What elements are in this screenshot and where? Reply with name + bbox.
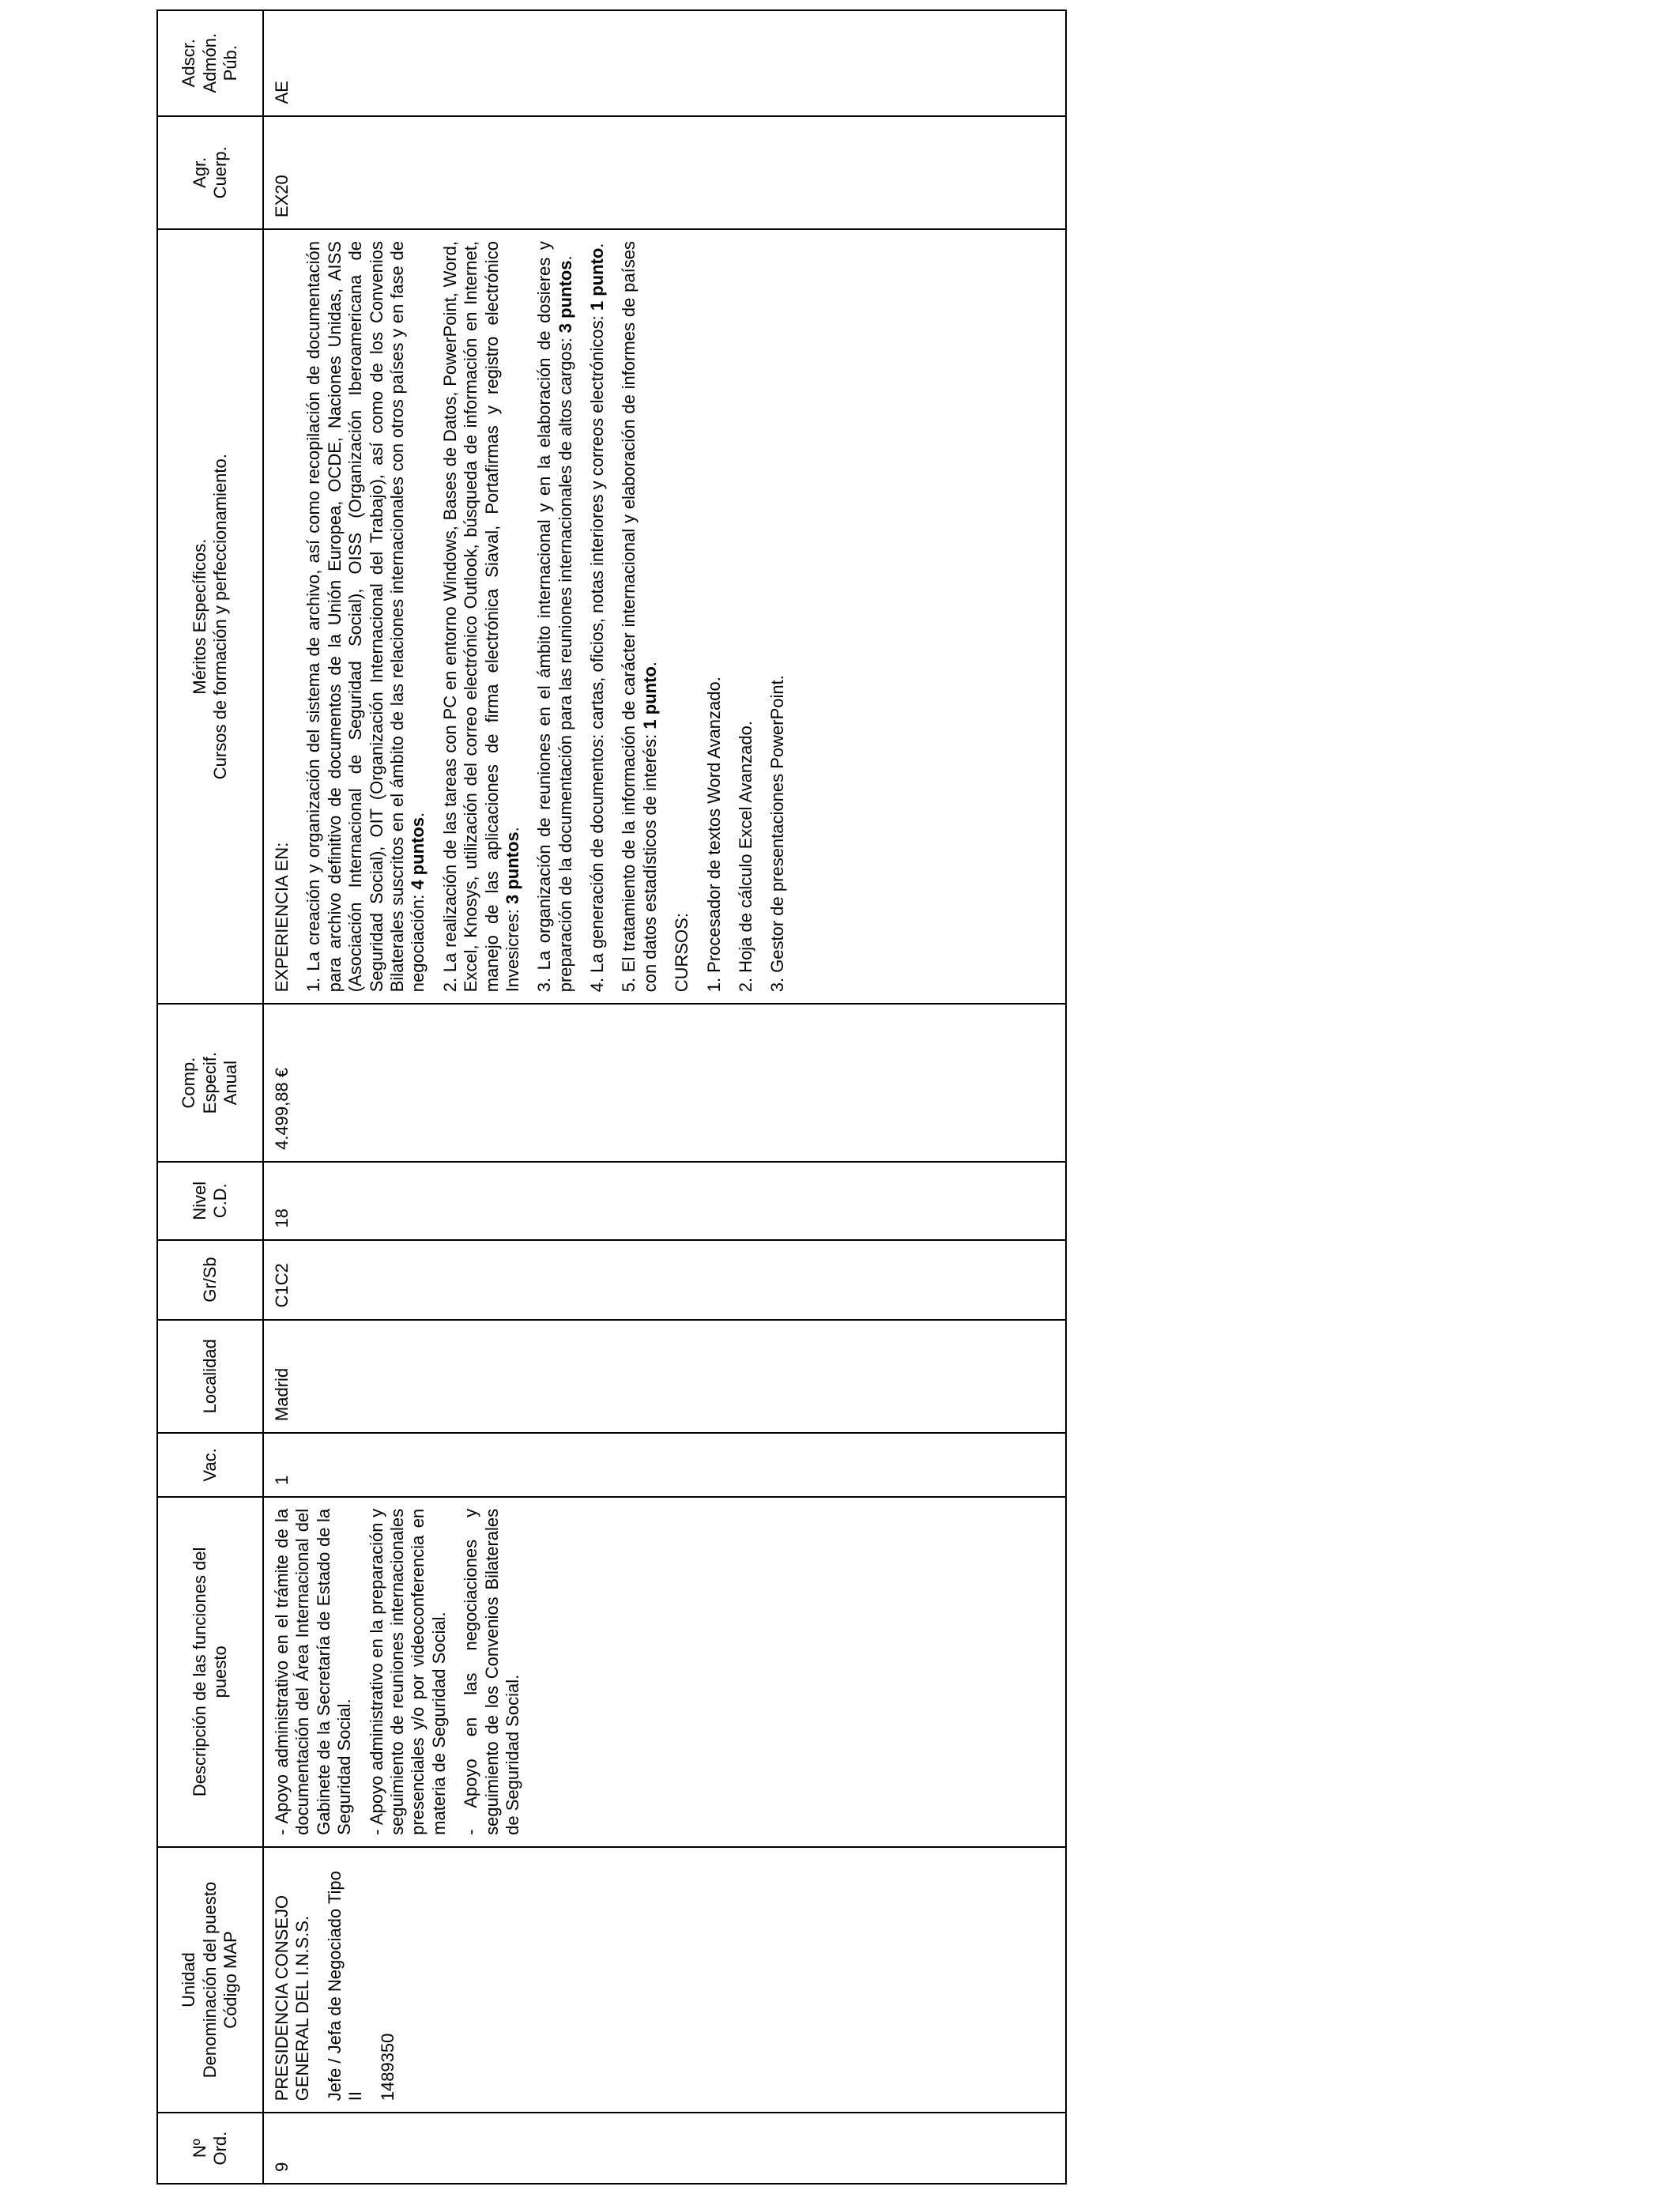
unidad-name: PRESIDENCIA CONSEJO GENERAL DEL I.N.S.S. [272,1894,313,2102]
cell-ord: 9 [263,2113,1066,2184]
cell-meritos [263,229,1066,1004]
header-ord: Nº Ord. [157,2113,263,2184]
header-grsb: Gr/Sb [157,1240,263,1320]
curso-item: 3. Gestor de presentaciones PowerPoint. [767,675,788,993]
curso-item: 2. Hoja de cálculo Excel Avanzado. [736,721,756,993]
header-comp: Comp. Especif. Anual [157,1004,263,1162]
cell-unidad [263,1847,1066,2113]
rotated-table-wrapper [156,9,1067,2185]
cell-localidad: Madrid [263,1320,1066,1434]
cell-comp: 4.499,88 € [263,1004,1066,1162]
header-localidad: Localidad [157,1320,263,1434]
merito-item: 5. El tratamiento de la información de carácter internacional y elaboración de informes de países con datos estadísticos de interés: 1 punto. [619,241,660,993]
table-row [263,10,1066,2184]
funcion-item: - Apoyo en las negociaciones y seguimiento de los Convenios Bilaterales de Seguridad Social. [461,1508,522,1835]
cell-funciones [263,1497,1066,1847]
header-descripcion: Descripción de las funciones del puesto [157,1497,263,1847]
header-vac: Vac. [157,1433,263,1497]
funcion-item: - Apoyo administrativo en el trámite de la documentación del Área Internacional del Gabinete de la Secretaría de Estado de la Seguridad Social. [272,1508,355,1835]
cell-nivel: 18 [263,1162,1066,1240]
merito-item: 4. La generación de documentos: cartas, oficios, notas interiores y correos electrónicos: 1 punto. [587,243,608,993]
header-adscr: Adscr. Admón. Púb. [157,10,263,116]
merito-item: 2. La realización de las tareas con PC en entorno Windows, Bases de Datos, PowerPoint, Word, Excel, Knosys, utilización del correo electrónico Outlook, búsqueda de información en Internet, manejo de las aplicaciones de firma electrónica Siaval, Portafirmas y registro electrónico Invesicres: 3 puntos. [439,241,522,993]
experiencia-title: EXPERIENCIA EN: [272,842,292,993]
funcion-item: - Apoyo administrativo en la preparación y seguimiento de reuniones internacionales presenciales y/o por videoconferencia en materia de Seguridad Social. [366,1508,449,1835]
cursos-title: CURSOS: [672,913,692,993]
job-table [156,9,1067,2185]
curso-item: 1. Procesador de textos Word Avanzado. [703,677,724,993]
cell-grsb: C1C2 [263,1240,1066,1320]
cell-vac: 1 [263,1433,1066,1497]
codigo-map: 1489350 [377,2033,397,2102]
puesto-name: Jefe / Jefa de Negociado Tipo II [324,1871,366,2102]
header-meritos: Méritos Específicos. Cursos de formación y perfeccionamiento. [157,229,263,1004]
header-row [157,10,263,2184]
header-agr: Agr. Cuerp. [157,116,263,230]
merito-item: 3. La organización de reuniones en el ámbito internacional y en la elaboración de dosieres y preparación de la documentación para las reuniones internacionales de altos cargos: 3 puntos. [534,241,575,993]
merito-item: 1. La creación y organización del sistema de archivo, así como recopilación de documentación para archivo definitivo de documentos de la Unión Europea, OCDE, Naciones Unidas, AISS (Asociación Internacional de Seguridad Social), OISS (Organización Iberoamericana de Seguridad Social), OIT (Organización Internacional del Trabajo), así como de los Convenios Bilaterales suscritos en el ámbito de las relaciones internacionales con otros países y en fase de negociación: 4 puntos. [303,241,428,993]
header-nivel: Nivel C.D. [157,1162,263,1240]
header-unidad: Unidad Denominación del puesto Código MAP [157,1847,263,2113]
cell-agr: EX20 [263,116,1066,230]
cell-adscr: AE [263,10,1066,116]
